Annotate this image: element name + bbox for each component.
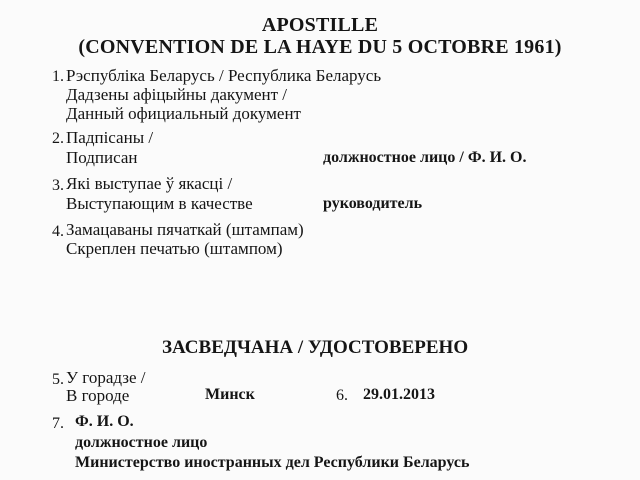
item-4-line-1: Замацаваны пячаткай (штампам)	[66, 220, 304, 239]
item-2-line-2: Подписан	[66, 148, 138, 167]
item-1-line-3: Данный официальный документ	[66, 104, 301, 123]
item-4-line-2: Скреплен печатью (штампом)	[66, 239, 283, 258]
item-6-number: 6.	[336, 387, 348, 404]
item-7-name: Ф. И. О.	[75, 413, 134, 430]
item-1-line-1: Рэспубліка Беларусь / Республика Беларусь	[66, 66, 382, 85]
item-2-signed-by-value: должностное лицо / Ф. И. О.	[323, 149, 527, 166]
item-2-number: 2.	[52, 130, 64, 147]
certified-heading: ЗАСВЕДЧАНА / УДОСТОВЕРЕНО	[162, 337, 469, 358]
item-4-number: 4.	[52, 223, 64, 240]
item-5-line-2: В городе	[66, 386, 130, 405]
document-title: APOSTILLE	[261, 14, 379, 36]
item-1-number: 1.	[52, 68, 64, 85]
item-7-position: должностное лицо	[75, 434, 208, 451]
item-3-line-2: Выступающим в качестве	[66, 194, 253, 213]
item-3-line-1: Які выступае ў якасці /	[66, 174, 233, 193]
item-6-date-value: 29.01.2013	[363, 386, 435, 403]
item-1-line-2: Дадзены афіцыйны дакумент /	[66, 85, 287, 104]
item-5-number: 5.	[52, 371, 64, 388]
item-3-number: 3.	[52, 177, 64, 194]
item-7-number: 7.	[52, 415, 64, 432]
item-7-authority: Министерство иностранных дел Республики Беларусь	[75, 454, 470, 471]
item-2-line-1: Падпісаны /	[66, 128, 154, 147]
item-5-line-1: У горадзе /	[66, 368, 146, 387]
document-subtitle: (CONVENTION DE LA HAYE DU 5 OCTOBRE 1961)	[78, 36, 562, 58]
item-3-capacity-value: руководитель	[323, 195, 423, 212]
item-5-city-value: Минск	[205, 386, 255, 403]
